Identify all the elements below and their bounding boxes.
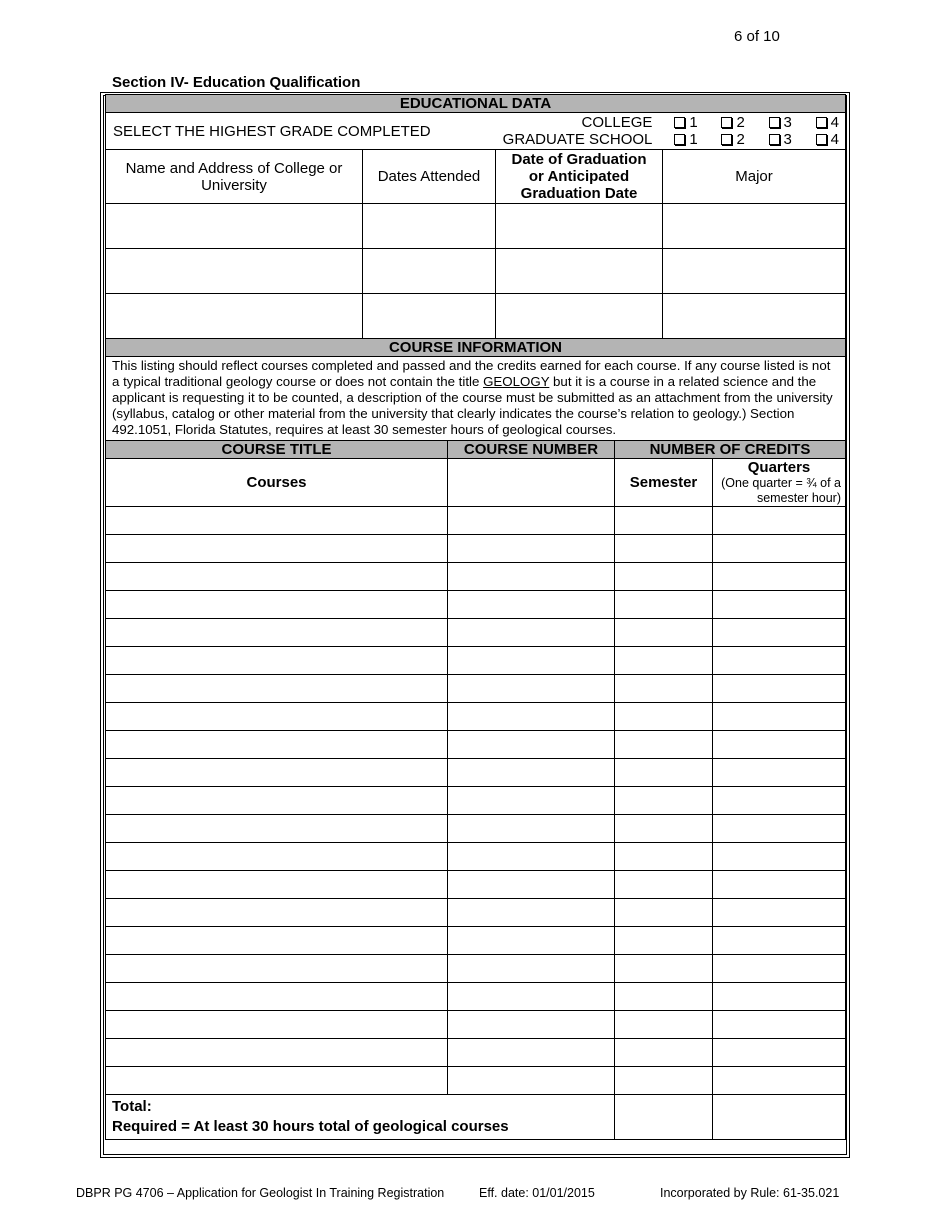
checkbox-icon	[721, 134, 732, 145]
college-checkbox-2[interactable]: 2	[721, 114, 768, 131]
course-title-field[interactable]	[106, 1067, 448, 1095]
course-number-field[interactable]	[448, 647, 615, 675]
course-title-field[interactable]	[106, 787, 448, 815]
total-label: Total:	[112, 1098, 152, 1115]
course-number-field[interactable]	[448, 591, 615, 619]
col-college-name: Name and Address of College or University	[106, 150, 363, 204]
course-number-field[interactable]	[448, 787, 615, 815]
quarter-credits-field[interactable]	[713, 815, 846, 843]
quarter-credits-field[interactable]	[713, 927, 846, 955]
quarter-credits-field[interactable]	[713, 591, 846, 619]
semester-credits-field[interactable]	[615, 563, 713, 591]
course-number-field[interactable]	[448, 563, 615, 591]
semester-credits-field[interactable]	[615, 675, 713, 703]
quarter-credits-field[interactable]	[713, 787, 846, 815]
course-title-field[interactable]	[106, 871, 448, 899]
course-title-field[interactable]	[106, 619, 448, 647]
quarter-credits-field[interactable]	[713, 563, 846, 591]
course-title-field[interactable]	[106, 703, 448, 731]
course-title-field[interactable]	[106, 1011, 448, 1039]
checkbox-icon	[769, 117, 780, 128]
course-title-field[interactable]	[106, 535, 448, 563]
graduate-options	[496, 131, 846, 148]
course-row	[106, 843, 846, 871]
quarter-credits-field[interactable]	[713, 843, 846, 871]
course-row	[106, 535, 846, 563]
course-title-field[interactable]	[106, 591, 448, 619]
semester-credits-field[interactable]	[615, 619, 713, 647]
geology-underlined: GEOLOGY	[483, 374, 550, 389]
course-number-field[interactable]	[448, 1067, 615, 1095]
graduation-field[interactable]	[496, 249, 663, 294]
course-number-field[interactable]	[448, 871, 615, 899]
course-row	[106, 899, 846, 927]
course-number-field[interactable]	[448, 927, 615, 955]
graduate-school-label: GRADUATE SCHOOL	[502, 131, 653, 148]
semester-credits-field[interactable]	[615, 955, 713, 983]
course-number-subheader	[448, 459, 615, 507]
course-title-field[interactable]	[106, 955, 448, 983]
major-field[interactable]	[663, 249, 846, 294]
checkbox-icon	[721, 117, 732, 128]
section-title: Section IV- Education Qualification	[112, 74, 361, 91]
course-information-header: COURSE INFORMATION	[106, 339, 846, 357]
course-number-field[interactable]	[448, 815, 615, 843]
course-row	[106, 983, 846, 1011]
course-row	[106, 927, 846, 955]
course-title-field[interactable]	[106, 507, 448, 535]
course-title-field[interactable]	[106, 1039, 448, 1067]
grad-checkbox-2[interactable]: 2	[721, 131, 768, 148]
course-instructions: This listing should reflect courses completed and passed and the credits earned for each course. If any course listed is not a typical traditional geology course or does not contain the title GEOLOGY but it is a course in a related science and the applicant is requesting it to be counted, a description of the course must be submitted as an attachment from the university (syllabus, catalog or other material from the university that clearly indicates the course’s relation to geology.) Section 492.1051, Florida Statutes, requires at least 30 semester hours of geological courses.	[106, 357, 846, 441]
quarter-credits-field[interactable]	[713, 731, 846, 759]
semester-credits-field[interactable]	[615, 815, 713, 843]
education-form	[105, 94, 845, 1140]
page-number: 6 of 10	[734, 28, 780, 45]
course-row	[106, 647, 846, 675]
course-row	[106, 955, 846, 983]
graduation-field[interactable]	[496, 204, 663, 249]
footer-rule: Incorporated by Rule: 61-35.021	[660, 1186, 840, 1200]
semester-credits-field[interactable]	[615, 1011, 713, 1039]
footer-form-name: DBPR PG 4706 – Application for Geologist In Training Registration	[76, 1186, 445, 1200]
course-row	[106, 1067, 846, 1095]
semester-subheader: Semester	[615, 459, 713, 507]
col-major: Major	[663, 150, 846, 204]
course-row	[106, 703, 846, 731]
graduation-field[interactable]	[496, 294, 663, 339]
semester-credits-field[interactable]	[615, 871, 713, 899]
course-row	[106, 731, 846, 759]
educational-data-table	[105, 94, 846, 339]
semester-credits-field[interactable]	[615, 843, 713, 871]
quarter-credits-field[interactable]	[713, 507, 846, 535]
semester-credits-field[interactable]	[615, 983, 713, 1011]
quarters-subheader: Quarters (One quarter = ¾ of a semester hour)	[713, 459, 846, 507]
major-field[interactable]	[663, 204, 846, 249]
course-number-field[interactable]	[448, 731, 615, 759]
checkbox-icon	[674, 117, 685, 128]
semester-credits-field[interactable]	[615, 731, 713, 759]
course-title-field[interactable]	[106, 815, 448, 843]
quarter-credits-field[interactable]	[713, 899, 846, 927]
semester-credits-field[interactable]	[615, 927, 713, 955]
course-title-field[interactable]	[106, 899, 448, 927]
course-number-field[interactable]	[448, 703, 615, 731]
dates-field[interactable]	[363, 204, 496, 249]
quarter-credits-field[interactable]	[713, 703, 846, 731]
course-number-field[interactable]	[448, 955, 615, 983]
total-row	[106, 1095, 615, 1140]
college-name-field[interactable]	[106, 294, 363, 339]
course-title-header: COURSE TITLE	[106, 441, 448, 459]
education-row	[106, 204, 846, 249]
quarter-credits-field[interactable]	[713, 759, 846, 787]
total-semester-field[interactable]	[615, 1095, 713, 1140]
checkbox-icon	[674, 134, 685, 145]
quarter-credits-field[interactable]	[713, 955, 846, 983]
semester-credits-field[interactable]	[615, 1039, 713, 1067]
course-row	[106, 591, 846, 619]
required-hours-note: Required = At least 30 hours total of geological courses	[112, 1118, 509, 1135]
grad-checkbox-3[interactable]: 3	[769, 131, 816, 148]
dates-field[interactable]	[363, 249, 496, 294]
highest-grade-prompt: SELECT THE HIGHEST GRADE COMPLETED	[106, 113, 496, 150]
course-information-table	[105, 339, 846, 1140]
course-rows	[106, 507, 846, 1095]
course-number-field[interactable]	[448, 675, 615, 703]
education-row	[106, 249, 846, 294]
course-title-field[interactable]	[106, 983, 448, 1011]
course-row	[106, 563, 846, 591]
college-checkbox-1[interactable]: 1	[674, 114, 721, 131]
quarter-credits-field[interactable]	[713, 619, 846, 647]
quarter-credits-field[interactable]	[713, 1011, 846, 1039]
course-number-field[interactable]	[448, 535, 615, 563]
checkbox-icon	[816, 134, 827, 145]
semester-credits-field[interactable]	[615, 591, 713, 619]
quarter-credits-field[interactable]	[713, 1039, 846, 1067]
educational-data-header: EDUCATIONAL DATA	[106, 95, 846, 113]
course-number-field[interactable]	[448, 843, 615, 871]
college-label: COLLEGE	[581, 114, 653, 131]
course-row	[106, 871, 846, 899]
course-number-field[interactable]	[448, 759, 615, 787]
course-number-field[interactable]	[448, 899, 615, 927]
col-dates-attended: Dates Attended	[363, 150, 496, 204]
course-number-field[interactable]	[448, 507, 615, 535]
col-graduation-date: Date of Graduation or Anticipated Graduation Date	[496, 150, 663, 204]
course-row	[106, 507, 846, 535]
course-number-field[interactable]	[448, 983, 615, 1011]
quarter-credits-field[interactable]	[713, 1067, 846, 1095]
courses-subheader: Courses	[106, 459, 448, 507]
course-title-field[interactable]	[106, 927, 448, 955]
semester-credits-field[interactable]	[615, 1067, 713, 1095]
course-title-field[interactable]	[106, 563, 448, 591]
course-title-field[interactable]	[106, 759, 448, 787]
quarter-credits-field[interactable]	[713, 647, 846, 675]
college-name-field[interactable]	[106, 249, 363, 294]
quarter-credits-field[interactable]	[713, 871, 846, 899]
semester-credits-field[interactable]	[615, 647, 713, 675]
college-checkbox-3[interactable]: 3	[769, 114, 816, 131]
quarter-credits-field[interactable]	[713, 535, 846, 563]
course-title-field[interactable]	[106, 675, 448, 703]
total-quarters-field[interactable]	[713, 1095, 846, 1140]
course-number-field[interactable]	[448, 1039, 615, 1067]
checkbox-icon	[816, 117, 827, 128]
course-title-field[interactable]	[106, 647, 448, 675]
grade-options	[496, 113, 846, 150]
course-row	[106, 787, 846, 815]
college-options	[496, 114, 846, 131]
course-row	[106, 619, 846, 647]
credits-header: NUMBER OF CREDITS	[615, 441, 846, 459]
college-name-field[interactable]	[106, 204, 363, 249]
quarter-credits-field[interactable]	[713, 675, 846, 703]
semester-credits-field[interactable]	[615, 899, 713, 927]
course-number-field[interactable]	[448, 619, 615, 647]
course-row	[106, 815, 846, 843]
course-title-field[interactable]	[106, 843, 448, 871]
dates-field[interactable]	[363, 294, 496, 339]
grad-checkbox-4[interactable]: 4	[816, 131, 845, 148]
course-title-field[interactable]	[106, 731, 448, 759]
course-number-field[interactable]	[448, 1011, 615, 1039]
course-number-header: COURSE NUMBER	[448, 441, 615, 459]
footer-eff-date: Eff. date: 01/01/2015	[479, 1186, 595, 1200]
checkbox-icon	[769, 134, 780, 145]
education-row	[106, 294, 846, 339]
course-row	[106, 759, 846, 787]
semester-credits-field[interactable]	[615, 703, 713, 731]
major-field[interactable]	[663, 294, 846, 339]
semester-credits-field[interactable]	[615, 787, 713, 815]
semester-credits-field[interactable]	[615, 535, 713, 563]
course-row	[106, 1039, 846, 1067]
course-row	[106, 1011, 846, 1039]
college-checkbox-4[interactable]: 4	[816, 114, 845, 131]
quarters-note: (One quarter = ¾ of a semester hour)	[721, 476, 841, 505]
semester-credits-field[interactable]	[615, 507, 713, 535]
semester-credits-field[interactable]	[615, 759, 713, 787]
grad-checkbox-1[interactable]: 1	[674, 131, 721, 148]
quarter-credits-field[interactable]	[713, 983, 846, 1011]
course-row	[106, 675, 846, 703]
